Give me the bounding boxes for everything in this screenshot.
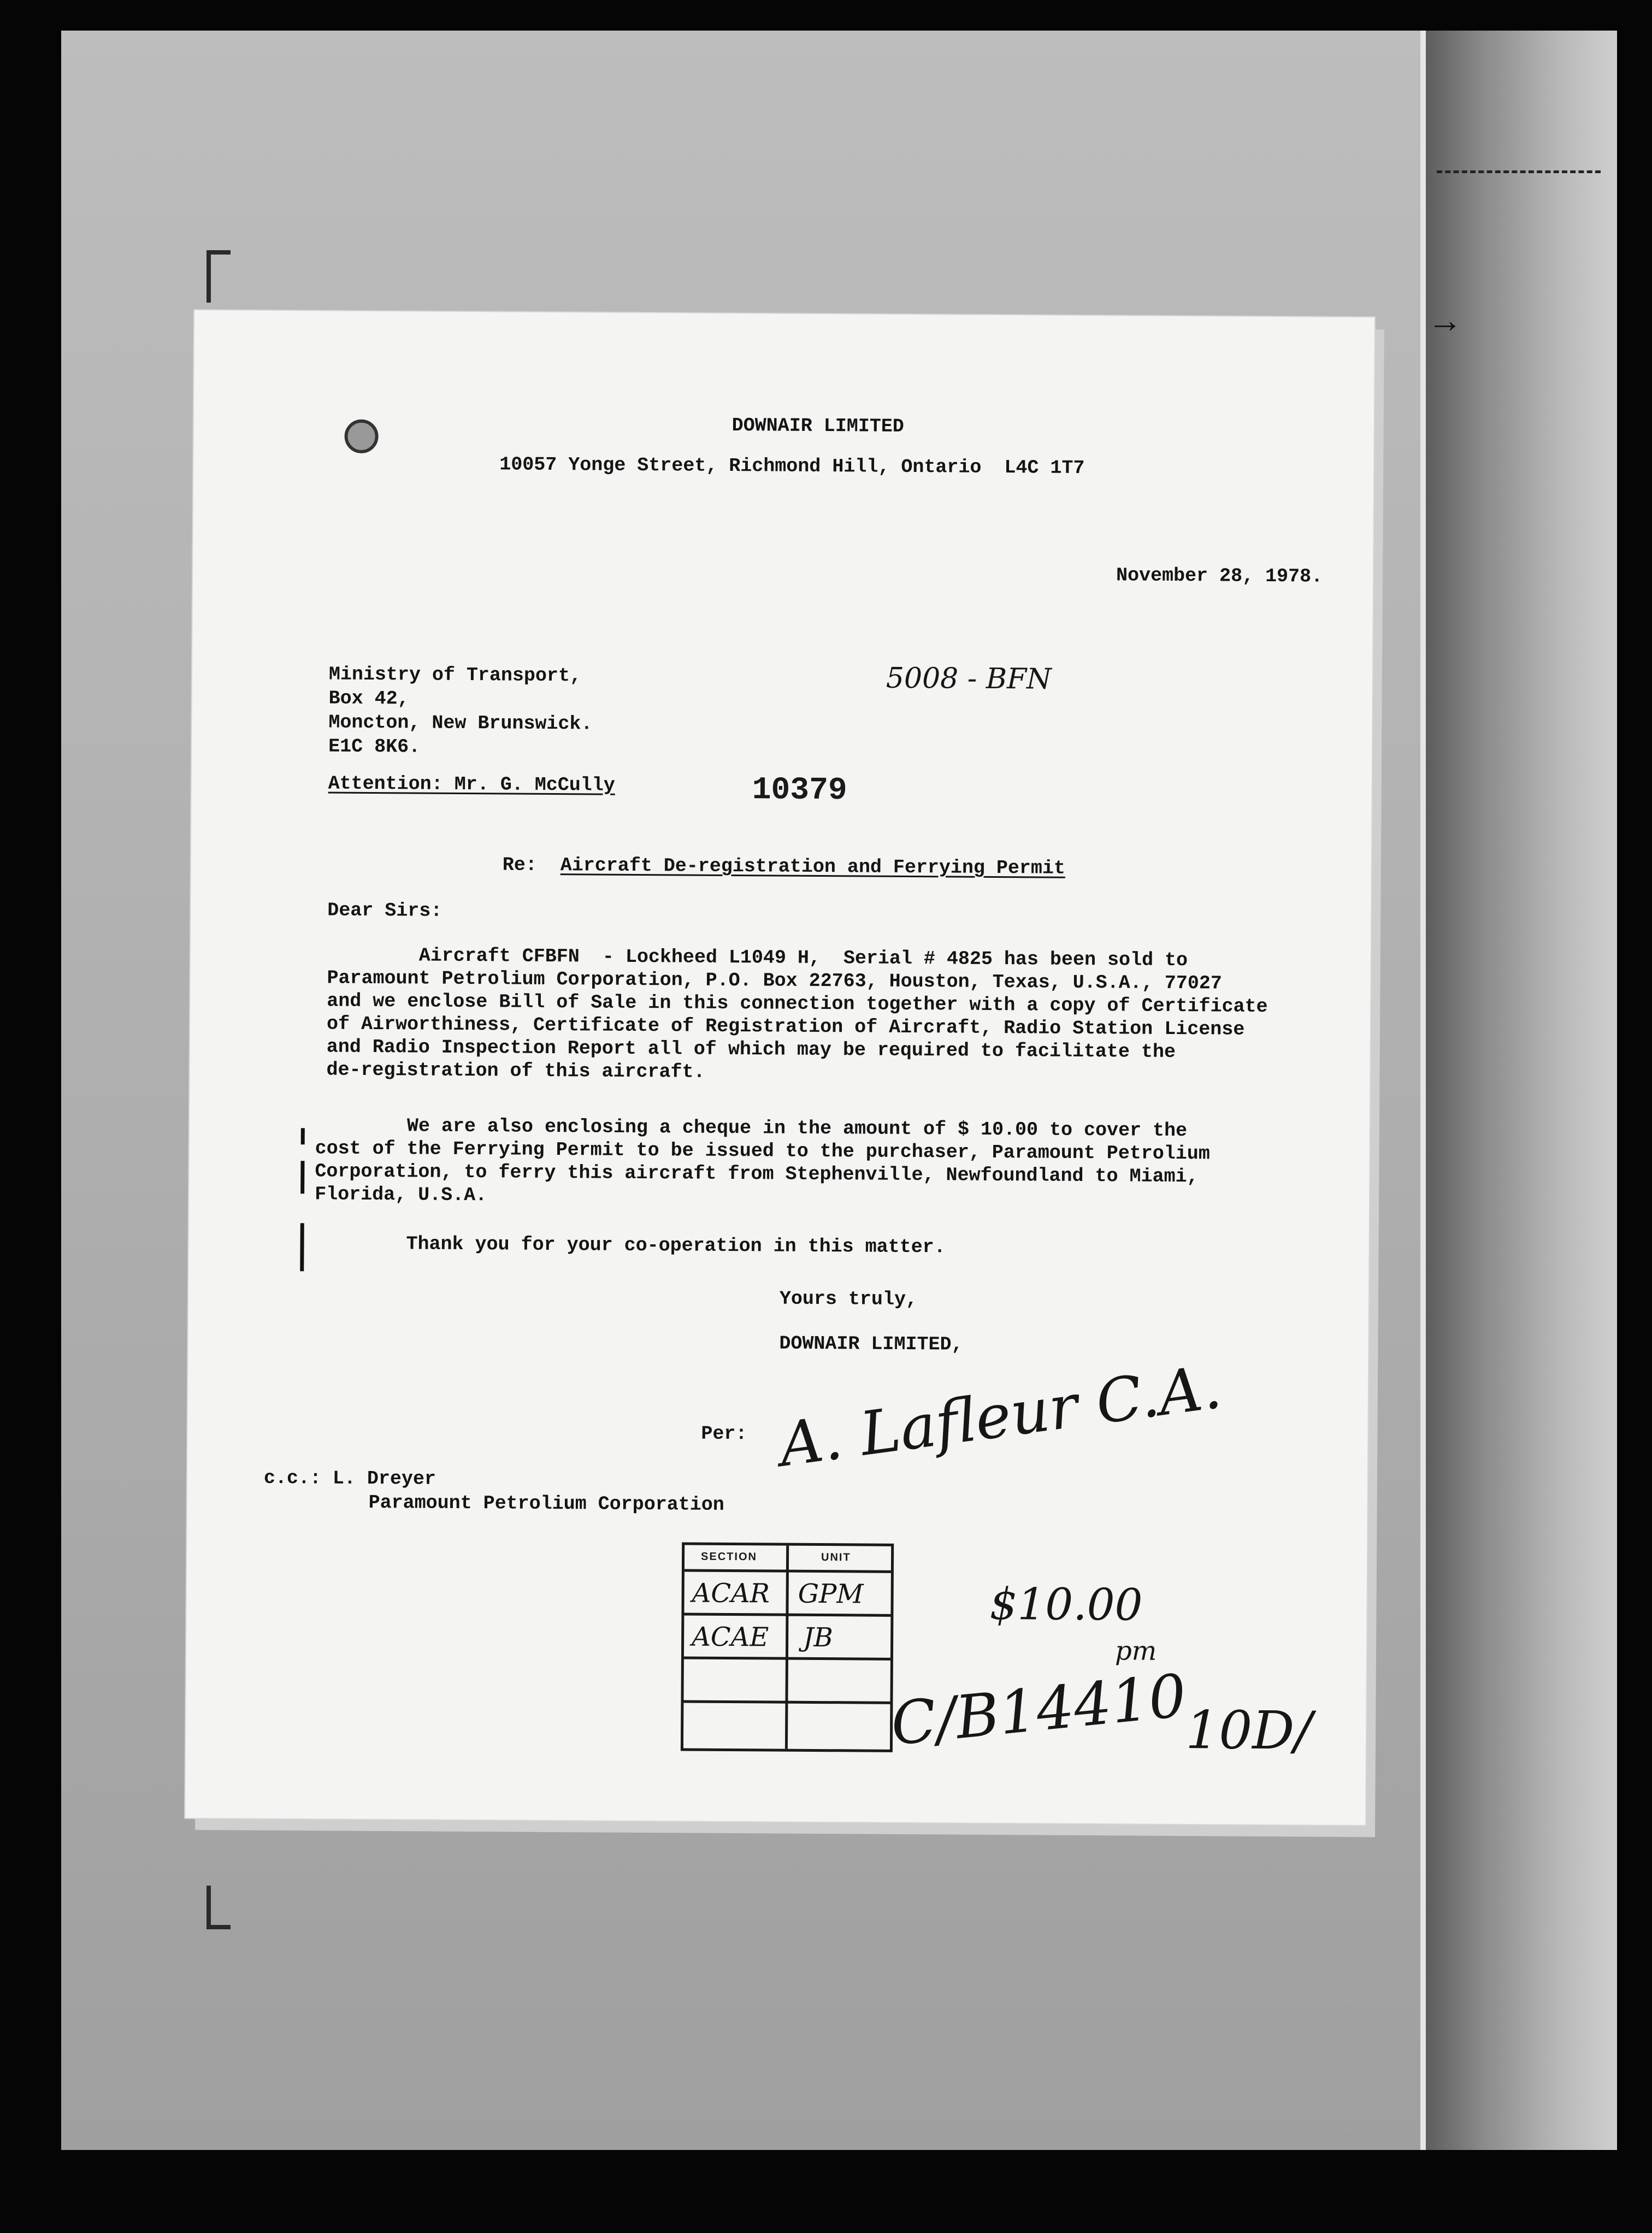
paragraph-3: Thank you for your co-operation in this matter. xyxy=(314,1232,946,1259)
adjacent-frame-strip xyxy=(1425,31,1617,2150)
top-bracket xyxy=(206,250,231,303)
paragraph-line: and we enclose Bill of Sale in this connection together with a copy of Certificate xyxy=(327,990,1268,1018)
stamp-section: ACAR xyxy=(692,1578,770,1609)
arrow-right-icon: → xyxy=(1435,304,1456,343)
company-signature-line: DOWNAIR LIMITED, xyxy=(779,1332,963,1356)
file-number: 10379 xyxy=(752,772,847,809)
paragraph-line: and Radio Inspection Report all of which may be required to facilitate the xyxy=(326,1036,1176,1063)
paragraph-line: Paramount Petrolium Corporation, P.O. Box 22763, Houston, Texas, U.S.A., 77027 xyxy=(327,967,1222,995)
stamp-header-section: SECTION xyxy=(701,1550,758,1563)
handwritten-mark: 10D/ xyxy=(1185,1699,1312,1762)
recipient-line: Moncton, New Brunswick. xyxy=(328,711,593,735)
subject-prefix: Re: xyxy=(502,854,537,876)
punch-hole xyxy=(344,420,378,453)
cc-line: c.c.: L. Dreyer xyxy=(263,1467,436,1490)
paragraph-line: cost of the Ferrying Permit to be issued to the purchaser, Paramount Petrolium xyxy=(315,1137,1211,1165)
letter-date: November 28, 1978. xyxy=(1116,564,1323,588)
subject-line: Aircraft De-registration and Ferrying Permit xyxy=(560,854,1066,879)
paragraph-line: Florida, U.S.A. xyxy=(314,1183,487,1207)
handwritten-cheque-number: C/B14410 xyxy=(888,1662,1190,1759)
recipient-line: Ministry of Transport, xyxy=(328,663,582,687)
paragraph-line: of Airworthiness, Certificate of Registration of Aircraft, Radio Station License xyxy=(326,1013,1245,1041)
margin-mark xyxy=(300,1161,304,1194)
paragraph-line: de-registration of this aircraft. xyxy=(326,1059,705,1083)
stamp-unit: JB xyxy=(803,1622,833,1653)
margin-mark xyxy=(301,1128,305,1144)
recipient-line: Box 42, xyxy=(328,687,409,710)
handwritten-reference: 5008 - BFN xyxy=(886,661,1052,696)
paragraph-line: We are also enclosing a cheque in the amount of $ 10.00 to cover the xyxy=(315,1114,1188,1142)
handwritten-initials: pm xyxy=(1114,1635,1157,1667)
letterhead-company: DOWNAIR LIMITED xyxy=(731,415,904,438)
letter-page xyxy=(185,310,1374,1825)
stamp-divider xyxy=(785,1546,789,1749)
stamp-unit: GPM xyxy=(798,1578,864,1610)
bottom-bracket xyxy=(206,1886,231,1929)
stamp-header-unit: UNIT xyxy=(821,1551,851,1564)
dashed-line xyxy=(1437,170,1601,173)
margin-mark xyxy=(300,1223,304,1271)
salutation: Dear Sirs: xyxy=(327,899,442,922)
paragraph-line: Aircraft CFBFN - Lockheed L1049 H, Serial # 4825 has been sold to xyxy=(327,944,1188,972)
cc-line: Paramount Petrolium Corporation xyxy=(368,1491,724,1516)
handwritten-amount: $10.00 xyxy=(989,1578,1143,1631)
closing: Yours truly, xyxy=(779,1287,918,1311)
stamp-section: ACAE xyxy=(692,1621,769,1653)
signature: A. Lafleur C.A. xyxy=(775,1351,1226,1480)
recipient-line: E1C 8K6. xyxy=(328,735,421,758)
routing-stamp xyxy=(681,1542,894,1752)
frame-edge xyxy=(1420,31,1426,2150)
letterhead-address: 10057 Yonge Street, Richmond Hill, Ontario L4C 1T7 xyxy=(499,453,1085,479)
attention-line: Attention: Mr. G. McCully xyxy=(328,772,615,796)
paragraph-line: Corporation, to ferry this aircraft from Stephenville, Newfoundland to Miami, xyxy=(315,1160,1199,1188)
per-label: Per: xyxy=(701,1422,747,1445)
